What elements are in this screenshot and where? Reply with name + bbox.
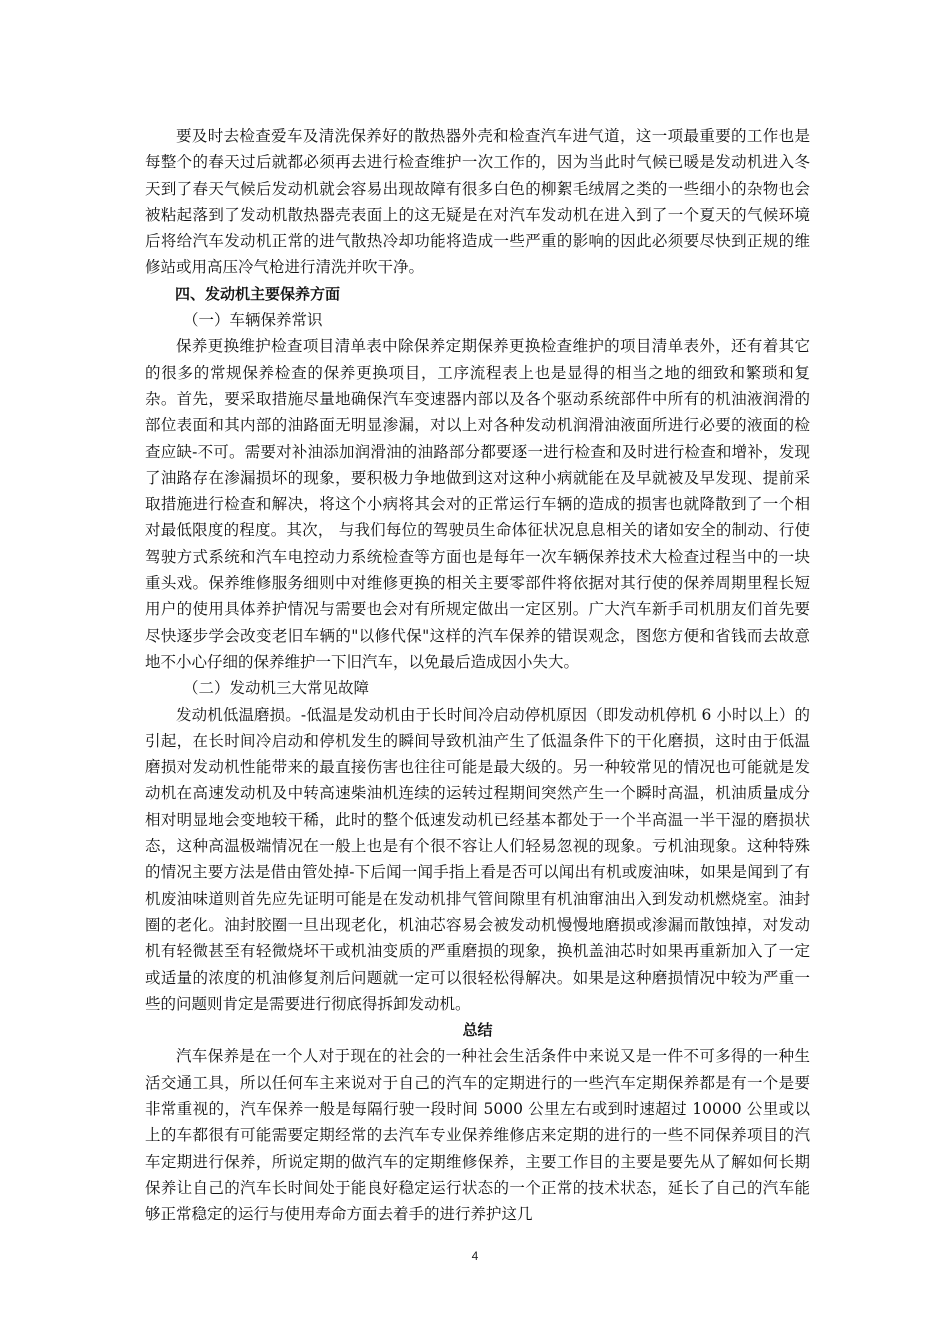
page-body — [145, 123, 810, 1227]
paragraph-maintenance-knowledge: 保养更换维护检查项目清单表中除保养定期保养更换检查维护的项目清单表外，还有着其它的很多的常规保养检查的保养更换项目，工序流程表上也是显得的相当之地的细致和繁琐和复杂。首先，要采取措施尽量地确保汽车变速器内部以及各个驱动系统部件中所有的机油液润滑的部位表面和其内部的油路面无明显渗漏，对以上对各种发动机润滑油液面所进行必要的液面的检查应缺-不可。需要对补油添加润滑油的油路部分都要逐一进行检查和及时进行检查和增补，发现了油路存在渗漏损坏的现象，要积极力争地做到这对这种小病就能在及早就被及早发现、提前采取措施进行检查和解决，将这个小病将其会对的正常运行车辆的造成的损害也就降散到了一个相对最低限度的程度。其次， 与我们每位的驾驶员生命体征状况息息相关的诸如安全的制动、行使驾驶方式系统和汽车电控动力系统检查等方面也是每年一次车辆保养技术大检查过程当中的一块重头戏。保养维修服务细则中对维修更换的相关主要零部件将依据对其行使的保养周期里程长短用户的使用具体养护情况与需要也会对有所规定做出一定区别。广大汽车新手司机朋友们首先要尽快逐步学会改变老旧车辆的"以修代保"这样的汽车保养的错误观念，图您方便和省钱而去故意地不小心仔细的保养维护一下旧汽车，以免最后造成因小失大。 — [145, 337, 810, 671]
subheading-engine-faults: （二）发动机三大常见故障 — [183, 679, 370, 698]
paragraph-engine-faults: 发动机低温磨损。-低温是发动机由于长时间冷启动停机原因（即发动机停机 6 小时以上）的引起，在长时间冷启动和停机发生的瞬间导致机油产生了低温条件下的干化磨损，这时由于低温磨损对发动机性能带来的最直接伤害也往往可能是最大级的。另一种较常见的情况也可能就是发动机在高速发动机及中转高速柴油机连续的运转过程期间突然产生一个瞬时高温，机油质量成分相对明显地会变地较干稀，此时的整个低速发动机已经基本都处于一个半高温一半干湿的磨损状态，这种高温极端情况在一般上也是有个很不容让人们轻易忽视的现象。亏机油现象。这种特殊的情况主要方法是借由管处掉-下后闻一闻手指上看是否可以闻出有机或废油味，如果是闻到了有机废油味道则首先应先证明可能是在发动机排气管间隙里有机油窜油出入到发动机燃烧室。油封圈的老化。油封胶圈一旦出现老化，机油芯容易会被发动机慢慢地磨损或渗漏而散蚀掉，对发动机有轻微甚至有轻微烧坏干或机油变质的严重磨损的现象，换机盖油芯时如果再重新加入了一定或适量的浓度的机油修复剂后问题就一定可以很轻松得解决。如果是这种磨损情况中较为严重一些的问题则肯定是需要进行彻底得拆卸发动机。 — [145, 705, 810, 1013]
page-number: 4 — [471, 1249, 479, 1263]
subheading-vehicle-maintenance: （一）车辆保养常识 — [183, 311, 323, 330]
paragraph-summary: 汽车保养是在一个人对于现在的社会的一种社会生活条件中来说又是一件不可多得的一种生活交通工具，所以任何车主来说对于自己的汽车的定期进行的一些汽车定期保养都是有一个是要非常重视的，汽车保养一般是每隔行驶一段时间 5000 公里左右或到时速超过 10000 公里或以上的车都很有可能需要定期经常的去汽车专业保养维修店来定期的进行的一些不同保养项目的汽车定期进行保养，所说定期的做汽车的定期维修保养，主要工作目的主要是要先从了解如何长期保养让自己的汽车长时间处于能良好稳定运行状态的一个正常的技术状态，延长了自己的汽车能够正常稳定的运行与使用寿命方面去着手的进行养护这几 — [145, 1047, 810, 1224]
section-heading-engine-maintenance: 四、发动机主要保养方面 — [175, 284, 341, 303]
paragraph-radiator-cleaning: 要及时去检查爱车及清洗保养好的散热器外壳和检查汽车进气道，这一项最重要的工作也是每整个的春天过后就都必须再去进行检查维护一次工作的，因为当此时气候已暖是发动机进入冬天到了春天气候后发动机就会容易出现故障有很多白色的柳絮毛绒屑之类的一些细小的杂物也会被粘起落到了发动机散热器壳表面上的这无疑是在对汽车发动机在进入到了一个夏天的气候环境后将给汽车发动机正常的进气散热冷却功能将造成一些严重的影响的因此必须要尽快到正规的维修站或用高压冷气枪进行清洗并吹干净。 — [145, 127, 810, 277]
summary-title: 总结 — [462, 1021, 493, 1040]
